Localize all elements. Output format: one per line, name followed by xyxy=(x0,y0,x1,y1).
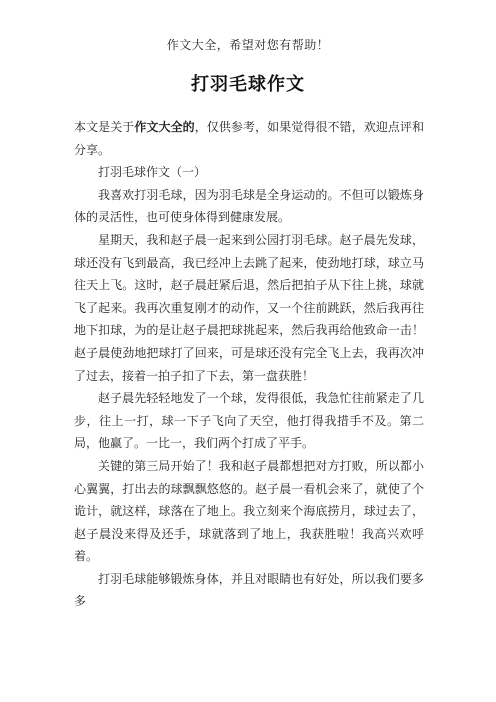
intro-highlight: 作文大全的 xyxy=(134,120,195,134)
intro-suffix: ，仅供参考，如果觉得很不错，欢迎点评和分享。 xyxy=(74,120,424,157)
body-paragraph: 星期天，我和赵子晨一起来到公园打羽毛球。赵子晨先发球，球还没有飞到最高，我已经冲上去跳了起来，使劲地打球，球立马往天上飞。这时，赵子晨赶紧后退，然后把拍子从下往上挑，球就飞了起来。我再次重复刚才的动作，又一个往前跳跃，然后我再往地下扣球，为的是让赵子晨把球挑起来，然后我再给他致命一击！赵子晨使劲地把球打了回来，可是球还没有完全飞上去，我再次冲了过去，接着一拍子扣了下去，第一盘获胜！ xyxy=(74,232,424,383)
section-heading: 打羽毛球作文（一） xyxy=(98,165,207,180)
header-note: 作文大全，希望对您有帮助！ xyxy=(166,38,330,52)
intro-prefix: 本文是关于 xyxy=(74,120,135,134)
body-paragraph: 赵子晨先轻轻地发了一个球，发得很低，我急忙往前紧走了几步，往上一打，球一下子飞向了天空，他打得我措手不及。第二局，他赢了。一比一，我们两个打成了平手。 xyxy=(74,391,424,451)
body-paragraph: 打羽毛球能够锻炼身体，并且对眼睛也有好处，所以我们要多多 xyxy=(74,571,424,609)
body-paragraph: 我喜欢打羽毛球，因为羽毛球是全身运动的。不但可以锻炼身体的灵活性，也可使身体得到健康发展。 xyxy=(74,187,424,225)
document-body xyxy=(74,116,424,613)
intro-paragraph xyxy=(74,116,424,161)
document-title: 打羽毛球作文 xyxy=(191,74,305,95)
body-paragraph: 关键的第三局开始了！我和赵子晨都想把对方打败，所以都小心翼翼，打出去的球飘飘悠悠的。赵子晨一看机会来了，就使了个诡计，就这样，球落在了地上。我立刻来个海底捞月，球过去了，赵子晨没来得及还手，球就落到了地上，我获胜啦！我高兴欢呼着。 xyxy=(74,458,424,564)
